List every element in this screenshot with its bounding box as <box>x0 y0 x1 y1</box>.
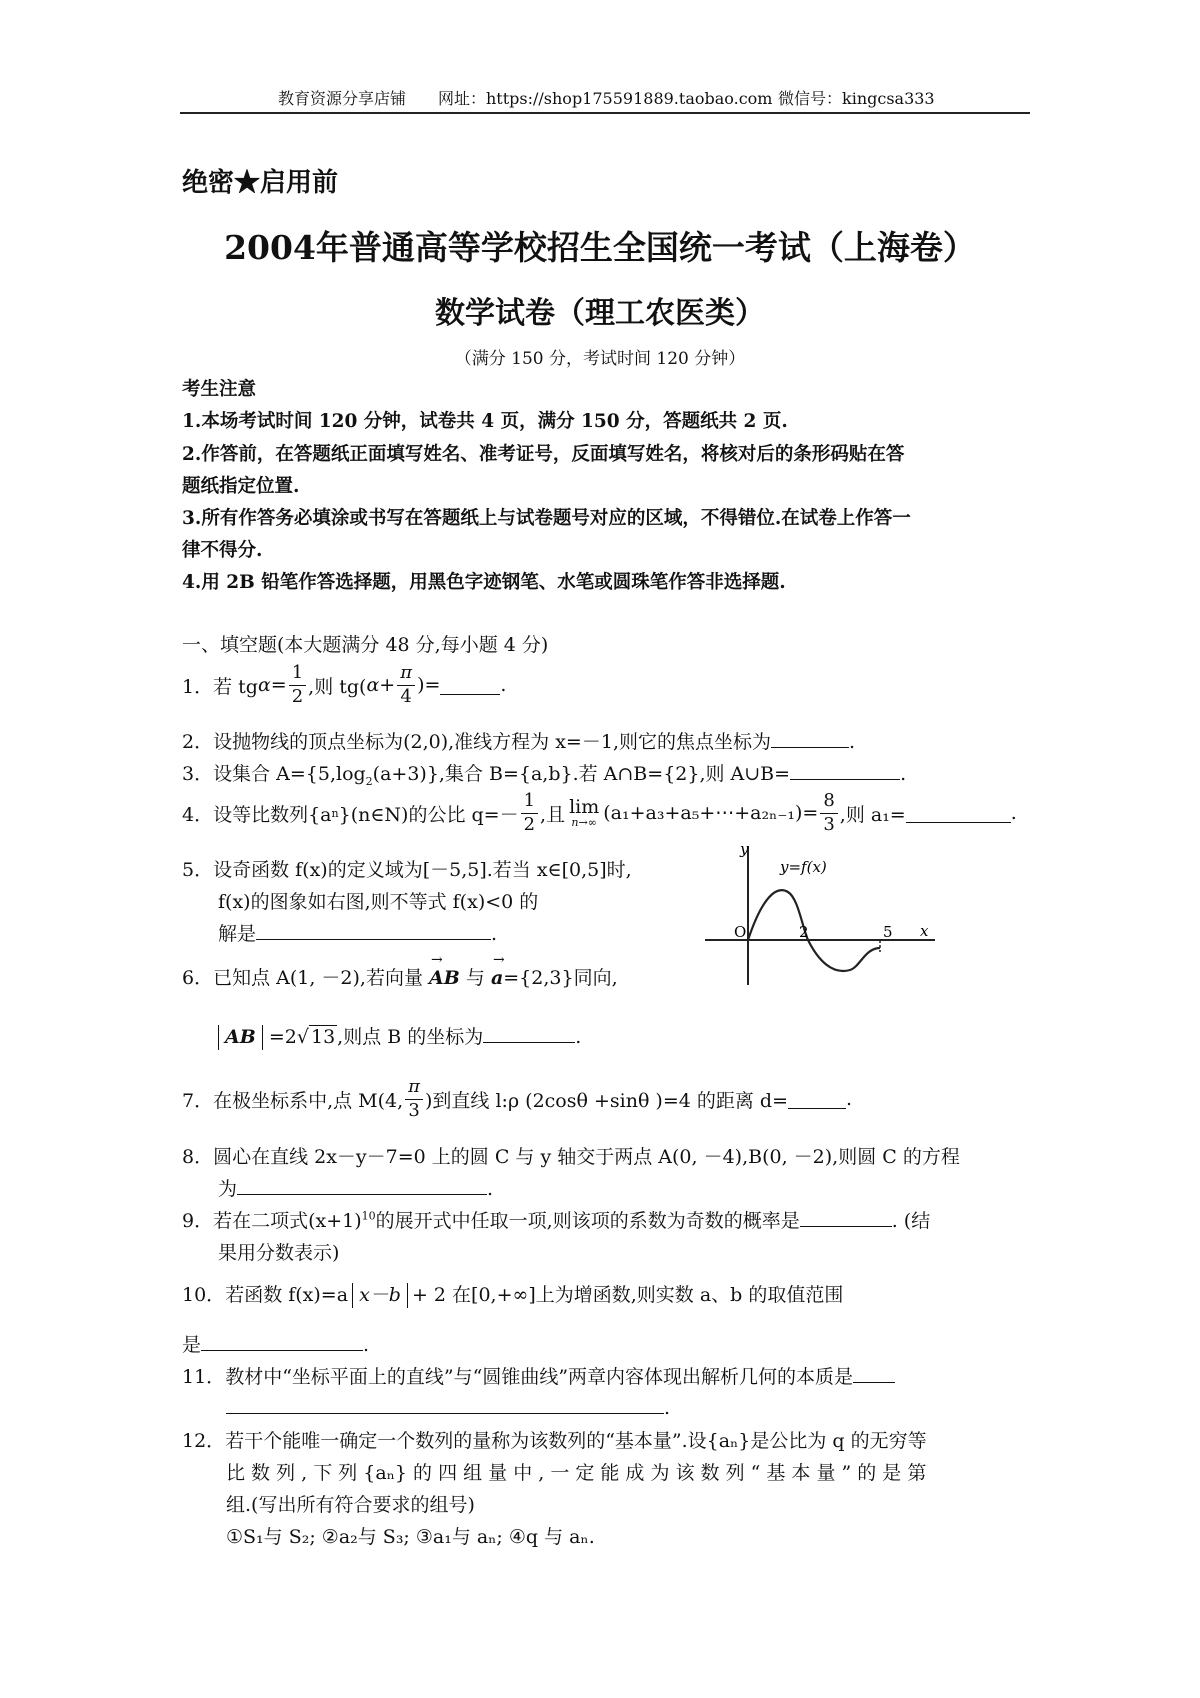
answer-blank[interactable] <box>226 1394 664 1414</box>
q11-period: . <box>664 1397 671 1419</box>
answer-blank[interactable] <box>771 728 849 748</box>
answer-blank[interactable] <box>800 1207 892 1227</box>
q4-denominator-2: 3 <box>823 813 835 835</box>
q7-text-a: 在极坐标系中,点 M(4, <box>213 1089 404 1112</box>
question-number: 10． <box>182 1284 226 1306</box>
question-number: 5． <box>182 859 214 881</box>
q10-period: . <box>363 1334 370 1356</box>
vector-ab: → AB <box>429 967 460 989</box>
answer-blank[interactable] <box>440 675 500 695</box>
answer-blank[interactable] <box>853 1363 895 1383</box>
notice-heading: 考生注意 <box>182 379 257 400</box>
vector-ab-magnitude: AB <box>218 1025 263 1050</box>
notice-item: 4.用 2B 铅笔作答选择题，用黑色字迹钢笔、水笔或圆珠笔作答非选择题. <box>182 572 786 593</box>
q6-text-d: =2 <box>268 1026 297 1048</box>
q10-abs: x－b <box>352 1283 408 1308</box>
q4-text-c: ,且 <box>540 803 566 826</box>
q4-period: . <box>1010 802 1017 824</box>
question-6-line2: AB =2√ 13 ,则点 B 的坐标为 . <box>218 1022 581 1050</box>
q1-period: . <box>500 674 507 696</box>
question-4 <box>182 790 1017 836</box>
q1-pi: π <box>397 662 415 686</box>
question-1 <box>182 662 506 708</box>
function-graph <box>700 840 945 990</box>
q4-fraction-q <box>521 790 538 836</box>
question-12-line1 <box>182 1426 927 1453</box>
q4-subscript: n <box>331 806 339 820</box>
question-number: 6． <box>182 967 214 989</box>
question-7 <box>182 1076 852 1122</box>
graph-x-label: x <box>920 922 929 940</box>
q3-text-a: 设集合 A={5,log <box>213 763 366 785</box>
q8-text-2: 为 <box>218 1178 238 1200</box>
question-6-line1 <box>182 963 618 990</box>
q4-numerator: 1 <box>521 790 538 814</box>
question-number: 1． <box>182 675 214 698</box>
answer-blank[interactable] <box>906 803 1011 823</box>
q6-sqrt: 13 <box>310 1026 336 1048</box>
answer-blank[interactable] <box>201 1331 363 1351</box>
q7-fraction <box>405 1076 423 1122</box>
question-12-options: ①S₁与 S₂; ②a₂与 S₃; ③a₁与 aₙ; ④q 与 aₙ. <box>226 1526 595 1548</box>
q1-alpha: α <box>257 674 271 696</box>
question-3 <box>182 759 906 788</box>
graph-origin: O <box>734 923 747 941</box>
question-number: 4． <box>182 803 214 826</box>
notice-item: 2.作答前，在答题纸正面填写姓名、准考证号，反面填写姓名，将核对后的条形码贴在答 <box>182 444 905 465</box>
question-12-line3: 组.(写出所有符合要求的组号) <box>226 1494 475 1516</box>
header-url: 网址：https://shop175591889.taobao.com <box>438 89 773 108</box>
answer-blank[interactable] <box>483 1023 575 1043</box>
question-number: 3． <box>182 763 214 785</box>
q8-period: . <box>487 1178 494 1200</box>
question-number: 11． <box>182 1366 226 1388</box>
q1-text-a: 若 tg <box>213 675 258 698</box>
notice-item: 3.所有作答务必填涂或书写在答题纸上与试卷题号对应的区域，不得错位.在试卷上作答一 <box>182 508 911 529</box>
q10-text-b: + 2 在[0,+∞]上为增函数,则实数 a、b 的取值范围 <box>411 1284 844 1306</box>
answer-blank[interactable] <box>256 920 491 940</box>
q2-period: . <box>848 731 856 753</box>
q6-text-e: ,则点 B 的坐标为 <box>337 1026 484 1048</box>
q4-text-e: ,则 a₁= <box>839 803 906 826</box>
q8-text-1: 圆心在直线 2x－y－7=0 上的圆 C 与 y 轴交于两点 A(0, －4),B(0, －2),则圆 C 的方程 <box>213 1146 960 1168</box>
graph-tick-5: 5 <box>883 923 893 941</box>
curve <box>748 890 880 971</box>
question-10-line1 <box>182 1280 843 1308</box>
exam-title: 2004年普通高等学校招生全国统一考试（上海卷） <box>224 228 976 267</box>
answer-blank[interactable] <box>237 1175 487 1195</box>
notice-item: 题纸指定位置. <box>182 476 300 497</box>
q1-text-c: )= <box>417 674 441 696</box>
exam-subtitle: 数学试卷（理工农医类） <box>435 296 765 331</box>
q5-text-3: 解是 <box>218 923 257 945</box>
q1-four: 4 <box>400 685 412 707</box>
question-10-line2 <box>182 1330 369 1357</box>
question-5-line1 <box>182 855 632 882</box>
q6-text-c: ={2,3}同向, <box>503 967 618 989</box>
q6-text-a: 已知点 A(1, －2),若向量 <box>213 967 423 989</box>
question-number: 7． <box>182 1089 214 1112</box>
q4-lim-sub: n→∞ <box>571 816 597 830</box>
q1-plus: + <box>379 674 396 696</box>
question-5-line2: f(x)的图象如右图,则不等式 f(x)<0 的 <box>218 891 539 913</box>
q1-numerator: 1 <box>289 662 306 686</box>
notice-item: 律不得分. <box>182 540 263 561</box>
q1-denominator: 2 <box>291 685 304 707</box>
q1-eq: = <box>270 674 287 696</box>
q9-text-b: 的展开式中任取一项,则该项的系数为奇数的概率是 <box>375 1210 800 1232</box>
q4-text-a: 设等比数列{a <box>213 803 332 826</box>
q5-period: . <box>491 923 498 945</box>
q4-text-b: }(n∈N)的公比 q=－ <box>338 803 519 826</box>
q4-denominator: 2 <box>523 813 536 835</box>
secret-label: 绝密★启用前 <box>182 168 339 198</box>
q10-text-2: 是 <box>182 1334 202 1356</box>
q7-pi: π <box>405 1076 423 1100</box>
question-5-line3 <box>218 919 497 946</box>
q10-text-a: 若函数 f(x)=a <box>225 1284 349 1306</box>
graph-tick-2: 2 <box>799 923 809 941</box>
answer-blank[interactable] <box>788 1089 846 1109</box>
q5-text-1: 设奇函数 f(x)的定义域为[－5,5].若当 x∈[0,5]时, <box>213 859 632 881</box>
question-9-line2: 果用分数表示) <box>218 1242 340 1264</box>
q7-text-b: )到直线 l:ρ (2cosθ +sinθ )=4 的距离 d= <box>425 1089 789 1112</box>
section-heading: 一、填空题(本大题满分 48 分,每小题 4 分) <box>182 634 549 656</box>
question-number: 9． <box>182 1210 214 1232</box>
page-header <box>180 84 1030 114</box>
question-8-line2 <box>218 1174 493 1201</box>
q7-three: 3 <box>408 1099 420 1121</box>
q3-period: . <box>900 763 907 785</box>
q3-subscript: 2 <box>365 774 373 788</box>
question-11-line2 <box>226 1394 670 1419</box>
q9-text-c: . (结 <box>891 1210 931 1232</box>
header-wechat: 微信号：kingcsa333 <box>778 89 935 108</box>
q9-exponent: 10 <box>361 1209 376 1223</box>
header-shop: 教育资源分享店铺 <box>278 89 407 108</box>
q12-text-1: 若干个能唯一确定一个数列的量称为该数列的“基本量”.设{aₙ}是公比为 q 的无穷等 <box>225 1430 927 1452</box>
question-11-line1 <box>182 1362 895 1389</box>
q6-text-b: 与 <box>465 967 485 989</box>
question-12-line2: 比 数 列 , 下 列 {aₙ} 的 四 组 量 中 , 一 定 能 成 为 该 数 列 “ 基 本 量 ” 的 是 第 <box>226 1462 927 1484</box>
q2-text: 设抛物线的顶点坐标为(2,0),准线方程为 x=－1,则它的焦点坐标为 <box>213 731 771 753</box>
q1-fraction <box>289 662 306 708</box>
graph-func-label: y=f(x) <box>780 858 827 876</box>
q4-numerator-2: 8 <box>820 790 837 814</box>
notice-item: 1.本场考试时间 120 分钟，试卷共 4 页，满分 150 分，答题纸共 2 页. <box>182 411 788 432</box>
q1-fraction-pi <box>397 662 415 708</box>
question-9-line1 <box>182 1206 930 1233</box>
q7-period: . <box>846 1088 853 1110</box>
q6-period: . <box>575 1026 582 1048</box>
question-number: 2． <box>182 731 214 753</box>
q9-text-a: 若在二项式(x+1) <box>213 1210 362 1232</box>
vector-a: → a <box>491 967 503 989</box>
q1-text-b: ,则 tg( <box>308 675 367 698</box>
q1-alpha: α <box>366 674 380 696</box>
q4-text-d: (a₁+a₃+a₅+⋯+a₂ₙ₋₁)= <box>603 802 819 824</box>
question-number: 12． <box>182 1430 226 1452</box>
q3-text-b: (a+3)},集合 B={a,b}.若 A∩B={2},则 A∪B= <box>372 763 791 785</box>
graph-y-label: y <box>740 840 749 858</box>
q4-limit <box>569 797 599 830</box>
q11-text: 教材中“坐标平面上的直线”与“圆锥曲线”两章内容体现出解析几何的本质是 <box>225 1366 854 1388</box>
answer-blank[interactable] <box>790 760 900 780</box>
question-8-line1 <box>182 1142 960 1169</box>
question-2 <box>182 727 855 754</box>
q4-fraction-sum <box>820 790 837 836</box>
question-number: 8． <box>182 1146 214 1168</box>
score-note: （满分 150 分，考试时间 120 分钟） <box>454 349 746 369</box>
q4-lim-label: lim <box>569 795 600 818</box>
